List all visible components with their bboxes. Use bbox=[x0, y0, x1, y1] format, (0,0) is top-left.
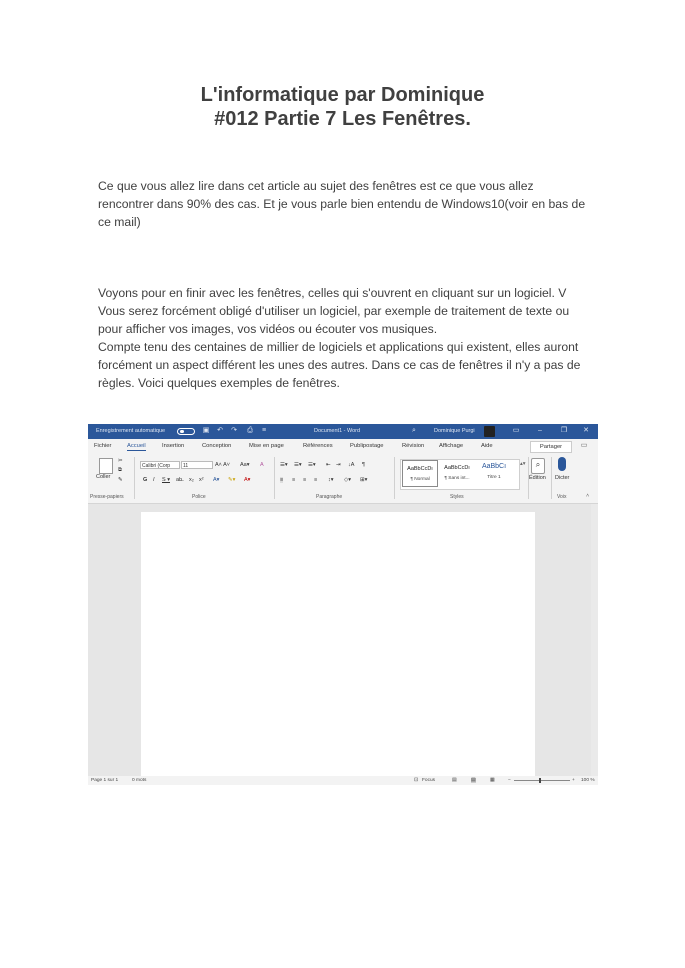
style-name: Titre 1 bbox=[487, 475, 501, 480]
font-name-value: Calibri (Corp bbox=[142, 463, 171, 469]
zoom-in-icon[interactable]: + bbox=[572, 778, 575, 783]
cut-icon[interactable]: ✂ bbox=[118, 458, 123, 464]
format-painter-icon[interactable]: ✎ bbox=[118, 477, 123, 483]
shading-icon[interactable]: ◇▾ bbox=[344, 477, 351, 483]
style-name: ¶ Normal bbox=[410, 477, 430, 482]
intro-paragraph bbox=[98, 177, 588, 231]
redo-icon[interactable]: ↷ bbox=[231, 427, 237, 434]
text-effects-icon[interactable]: A▾ bbox=[213, 477, 220, 483]
font-size-select[interactable] bbox=[181, 461, 213, 469]
style-no-spacing[interactable] bbox=[439, 460, 475, 487]
user-avatar[interactable] bbox=[484, 426, 495, 437]
group-label-styles: Styles bbox=[450, 494, 464, 500]
tab-insertion[interactable]: Insertion bbox=[162, 443, 185, 449]
focus-icon[interactable]: ⊡ bbox=[414, 778, 419, 783]
font-size-value: 11 bbox=[183, 463, 189, 469]
focus-label[interactable]: Focus bbox=[422, 778, 436, 783]
intro-text: Ce que vous allez lire dans cet article au sujet des fenêtres est ce que vous allez rencontrer dans 90% des cas. Et je vous parle bien entendu de Windows10(voir en bas de ce mail) bbox=[98, 179, 586, 229]
tab-references[interactable]: Références bbox=[303, 443, 333, 449]
group-label-paragraph: Paragraphe bbox=[316, 494, 343, 500]
autosave-label: Enregistrement automatique bbox=[96, 428, 166, 434]
vertical-scrollbar[interactable] bbox=[591, 504, 598, 776]
style-name: ¶ Sans int... bbox=[444, 476, 470, 481]
article-title-line2: #012 Partie 7 Les Fenêtres. bbox=[214, 108, 471, 130]
close-icon[interactable]: ✕ bbox=[583, 427, 589, 434]
decrease-indent-icon[interactable]: ⇤ bbox=[326, 462, 331, 468]
undo-icon[interactable]: ↶ bbox=[217, 427, 223, 434]
underline-icon[interactable]: S ▾ bbox=[162, 477, 170, 483]
bold-icon[interactable]: G bbox=[143, 477, 148, 483]
word-count: 0 mots bbox=[132, 778, 147, 783]
comments-icon[interactable]: ▭ bbox=[580, 442, 588, 449]
style-preview: AaBbCı bbox=[481, 463, 507, 470]
superscript-icon[interactable]: x² bbox=[199, 477, 204, 483]
justify-icon[interactable]: ≡ bbox=[314, 477, 318, 483]
body-text-1: Voyons pour en finir avec les fenêtres, celles qui s'ouvrent en cliquant sur un logiciel. V Vous serez forcément obligé d'utiliser un logiciel, par exemple de traitement de texte ou pour afficher vos images, vos vidéos ou écouter vos musiques. bbox=[98, 286, 570, 336]
paste-icon[interactable] bbox=[99, 458, 113, 474]
word-titlebar bbox=[88, 424, 598, 439]
group-label-font: Police bbox=[192, 494, 206, 500]
ribbon-display-icon[interactable]: ▭ bbox=[512, 427, 520, 434]
tab-revision[interactable]: Révision bbox=[402, 443, 425, 449]
body-text-2: Compte tenu des centaines de millier de logiciels et applications qui existent, elles auront forcément un aspect différent les unes des autres. Dans ce cas de fenêtres il n'y a pas de règles. Voici quelques exemples de fenêtres. bbox=[98, 340, 581, 390]
document-area bbox=[88, 504, 598, 776]
borders-icon[interactable]: ⊞▾ bbox=[360, 477, 368, 483]
share-label: Partager bbox=[539, 444, 563, 450]
read-mode-icon[interactable]: ▤ bbox=[452, 778, 457, 783]
tab-accueil[interactable]: Accueil bbox=[127, 443, 146, 449]
align-center-icon[interactable]: ≡ bbox=[292, 477, 296, 483]
font-color-icon[interactable]: A▾ bbox=[244, 477, 251, 483]
increase-indent-icon[interactable]: ⇥ bbox=[336, 462, 341, 468]
change-case-icon[interactable]: Aa▾ bbox=[240, 462, 250, 468]
grow-font-icon[interactable]: A˄ A˅ bbox=[215, 462, 230, 468]
copy-icon[interactable]: ⧉ bbox=[118, 467, 122, 473]
tab-conception[interactable]: Conception bbox=[202, 443, 232, 449]
customize-icon[interactable]: ≡ bbox=[261, 427, 267, 434]
zoom-slider[interactable] bbox=[514, 780, 570, 781]
style-normal[interactable] bbox=[402, 460, 438, 487]
collapse-ribbon-icon[interactable]: ˄ bbox=[586, 493, 590, 499]
edition-label[interactable]: Édition bbox=[529, 475, 546, 481]
numbering-icon[interactable]: ☰▾ bbox=[294, 462, 302, 468]
align-left-icon[interactable]: ≡ bbox=[280, 477, 284, 483]
zoom-level[interactable]: 100 % bbox=[581, 778, 595, 783]
zoom-slider-thumb[interactable] bbox=[539, 778, 541, 783]
strikethrough-icon[interactable]: ab̶ bbox=[176, 477, 183, 483]
minimize-icon[interactable]: – bbox=[538, 427, 542, 434]
tab-affichage[interactable]: Affichage bbox=[439, 443, 464, 449]
ribbon-home bbox=[88, 453, 598, 504]
autosave-toggle[interactable] bbox=[177, 428, 195, 435]
bullets-icon[interactable]: ☰▾ bbox=[280, 462, 288, 468]
tab-fichier[interactable]: Fichier bbox=[94, 443, 112, 449]
document-title: Document1 - Word bbox=[314, 428, 361, 434]
highlight-icon[interactable]: ✎▾ bbox=[228, 477, 236, 483]
zoom-out-icon[interactable]: − bbox=[508, 778, 511, 783]
find-icon[interactable]: ⌕ bbox=[531, 458, 545, 474]
restore-icon[interactable]: ❐ bbox=[560, 427, 568, 434]
styles-gallery bbox=[400, 459, 520, 490]
save-icon[interactable]: ▣ bbox=[202, 427, 210, 434]
microphone-icon[interactable] bbox=[558, 457, 566, 471]
line-spacing-icon[interactable]: ↕▾ bbox=[328, 477, 334, 483]
tab-publipostage[interactable]: Publipostage bbox=[350, 443, 384, 449]
search-icon[interactable]: ⌕ bbox=[412, 427, 416, 434]
print-layout-icon[interactable]: ▤ bbox=[471, 778, 476, 783]
style-preview: AaBbCcDı bbox=[444, 465, 470, 471]
word-window-screenshot bbox=[88, 424, 598, 785]
styles-more-icon[interactable]: ▴▾ bbox=[520, 461, 526, 467]
share-button[interactable] bbox=[530, 441, 572, 453]
tab-aide[interactable]: Aide bbox=[481, 443, 493, 449]
clear-format-icon[interactable]: A bbox=[260, 462, 264, 468]
style-heading1[interactable] bbox=[476, 460, 512, 487]
dicter-label[interactable]: Dicter bbox=[555, 475, 570, 481]
italic-icon[interactable]: I bbox=[153, 477, 155, 483]
body-paragraph bbox=[98, 284, 588, 392]
status-bar bbox=[88, 776, 598, 785]
page-count: Page 1 sur 1 bbox=[91, 778, 119, 783]
print-icon[interactable]: ⎙ bbox=[247, 427, 253, 434]
align-right-icon[interactable]: ≡ bbox=[303, 477, 307, 483]
user-name: Dominique Purgi bbox=[434, 428, 475, 434]
pilcrow-icon[interactable]: ¶ bbox=[362, 462, 365, 468]
sort-icon[interactable]: ↓A bbox=[348, 462, 355, 468]
article-title-line1: L'informatique par Dominique bbox=[200, 84, 485, 106]
ribbon-tabs bbox=[88, 439, 598, 453]
group-label-clipboard: Presse-papiers bbox=[90, 494, 124, 500]
document-page[interactable] bbox=[141, 512, 535, 780]
web-layout-icon[interactable]: ▦ bbox=[490, 778, 495, 783]
multilevel-list-icon[interactable]: ☰▾ bbox=[308, 462, 316, 468]
paste-label[interactable]: Coller bbox=[96, 474, 111, 480]
tab-mise-en-page[interactable]: Mise en page bbox=[249, 443, 284, 449]
style-preview: AaBbCcDı bbox=[407, 466, 433, 472]
font-name-select[interactable] bbox=[140, 461, 180, 469]
group-label-voice: Voix bbox=[557, 494, 567, 500]
subscript-icon[interactable]: x₂ bbox=[189, 477, 194, 483]
